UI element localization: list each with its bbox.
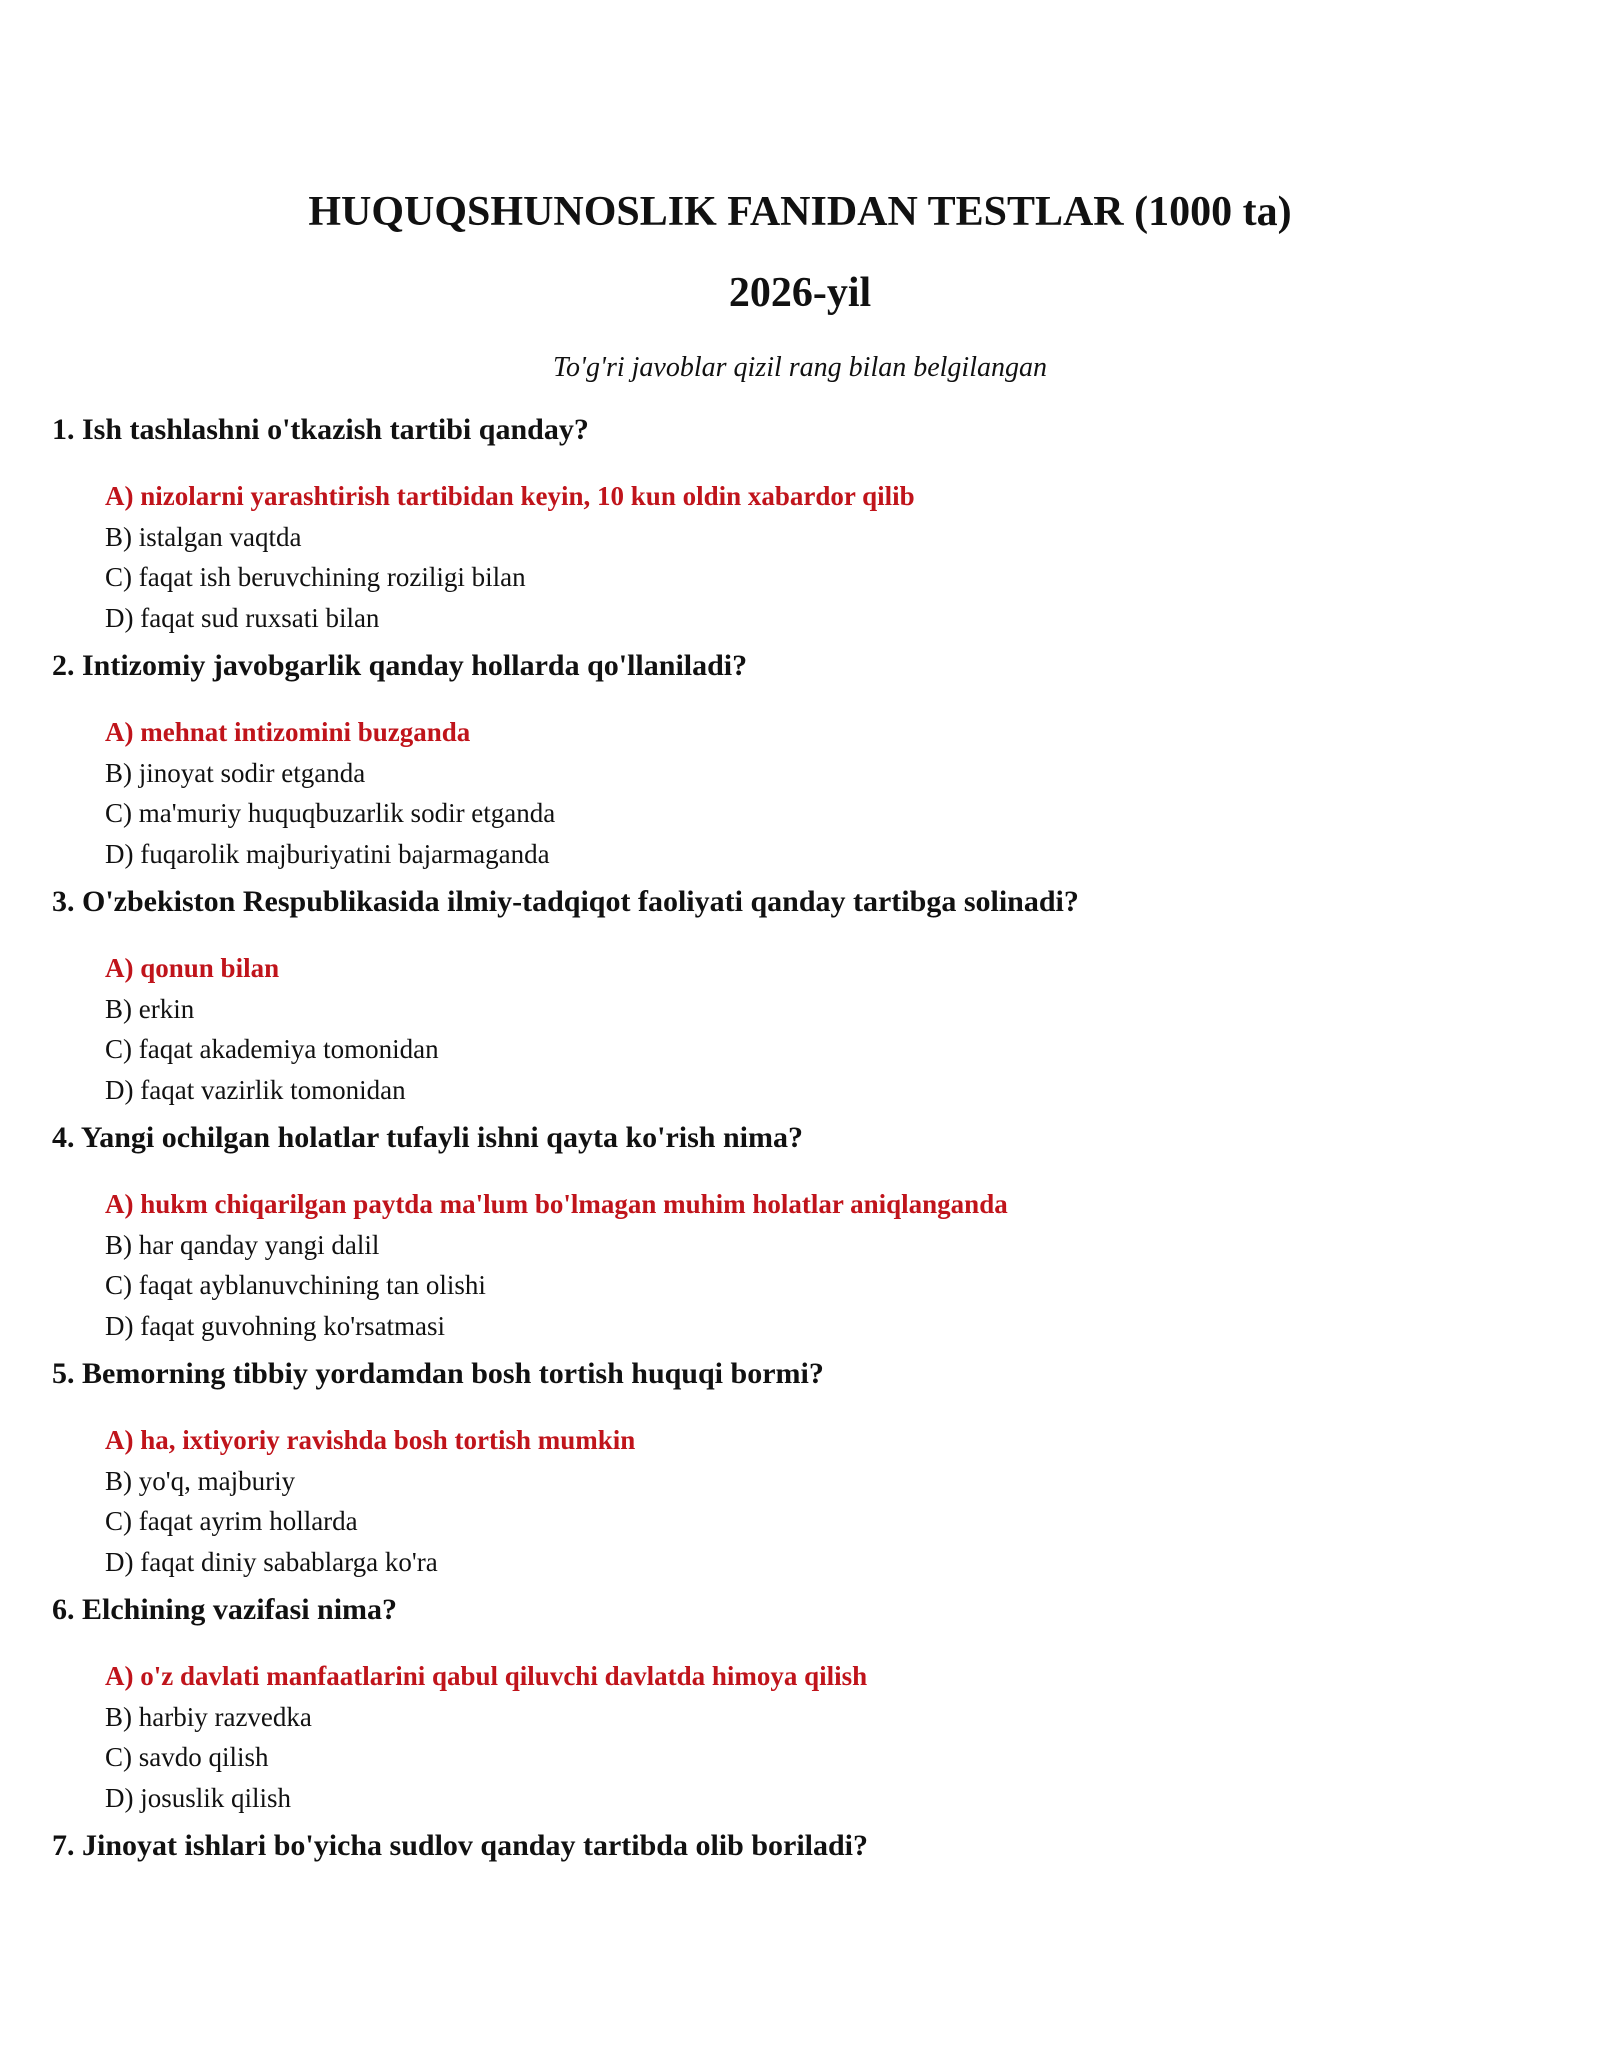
document-year: 2026-yil <box>728 270 872 316</box>
option-d: D) faqat guvohning ko'rsatmasi <box>105 1311 446 1342</box>
question-7 <box>52 1826 1552 2062</box>
document-title: HUQUQSHUNOSLIK FANIDAN TESTLAR (1000 ta) <box>308 189 1292 235</box>
option-list <box>105 712 555 875</box>
question-1 <box>52 410 1552 646</box>
option-c: C) ma'muriy huquqbuzarlik sodir etganda <box>105 798 556 829</box>
option-d: D) josuslik qilish <box>105 1783 292 1814</box>
option-b: B) har qanday yangi dalil <box>105 1229 380 1260</box>
option-b: B) istalgan vaqtda <box>105 521 302 552</box>
option-list <box>105 1184 1008 1347</box>
option-b: B) erkin <box>105 993 195 1024</box>
question-6 <box>52 1590 1552 1826</box>
question-4 <box>52 1118 1552 1354</box>
option-a-correct: A) nizolarni yarashtirish tartibidan keyin, 10 kun oldin xabardor qilib <box>105 481 915 511</box>
option-a-correct: A) o'z davlati manfaatlarini qabul qiluvchi davlatda himoya qilish <box>105 1661 868 1691</box>
option-list <box>105 1420 635 1583</box>
question-text: 3. O'zbekiston Respublikasida ilmiy-tadqiqot faoliyati qanday tartibga solinadi? <box>52 885 1079 918</box>
option-d: D) fuqarolik majburiyatini bajarmaganda <box>105 839 550 870</box>
option-d: D) faqat vazirlik tomonidan <box>105 1075 406 1106</box>
option-list <box>105 1656 867 1819</box>
question-text: 5. Bemorning tibbiy yordamdan bosh tortish huquqi bormi? <box>52 1357 824 1390</box>
option-b: B) jinoyat sodir etganda <box>105 757 366 788</box>
option-list <box>105 948 439 1111</box>
option-c: C) faqat ish beruvchining roziligi bilan <box>105 562 526 593</box>
question-text: 1. Ish tashlashni o'tkazish tartibi qanday? <box>52 413 589 446</box>
option-c: C) faqat ayrim hollarda <box>105 1506 358 1537</box>
question-text: 6. Elchining vazifasi nima? <box>52 1593 398 1626</box>
option-c: C) faqat akademiya tomonidan <box>105 1034 439 1065</box>
option-list <box>105 476 915 639</box>
option-a-correct: A) ha, ixtiyoriy ravishda bosh tortish mumkin <box>105 1425 636 1455</box>
option-a-correct: A) hukm chiqarilgan paytda ma'lum bo'lmagan muhim holatlar aniqlanganda <box>105 1189 1008 1219</box>
option-b: B) harbiy razvedka <box>105 1701 312 1732</box>
option-d: D) faqat diniy sabablarga ko'ra <box>105 1547 438 1578</box>
option-c: C) savdo qilish <box>105 1742 269 1773</box>
option-b: B) yo'q, majburiy <box>105 1465 296 1496</box>
question-3 <box>52 882 1552 1118</box>
question-text: 7. Jinoyat ishlari bo'yicha sudlov qanday tartibda olib boriladi? <box>52 1829 869 1862</box>
document-subtitle: To'g'ri javoblar qizil rang bilan belgilangan <box>553 352 1047 383</box>
option-a-correct: A) qonun bilan <box>105 953 280 983</box>
question-text: 2. Intizomiy javobgarlik qanday hollarda qo'llaniladi? <box>52 649 748 682</box>
question-text: 4. Yangi ochilgan holatlar tufayli ishni qayta ko'rish nima? <box>52 1121 803 1154</box>
option-d: D) faqat sud ruxsati bilan <box>105 603 380 634</box>
question-2 <box>52 646 1552 882</box>
option-c: C) faqat ayblanuvchining tan olishi <box>105 1270 486 1301</box>
question-list <box>52 410 1552 2062</box>
question-5 <box>52 1354 1552 1590</box>
option-a-correct: A) mehnat intizomini buzganda <box>105 717 471 747</box>
